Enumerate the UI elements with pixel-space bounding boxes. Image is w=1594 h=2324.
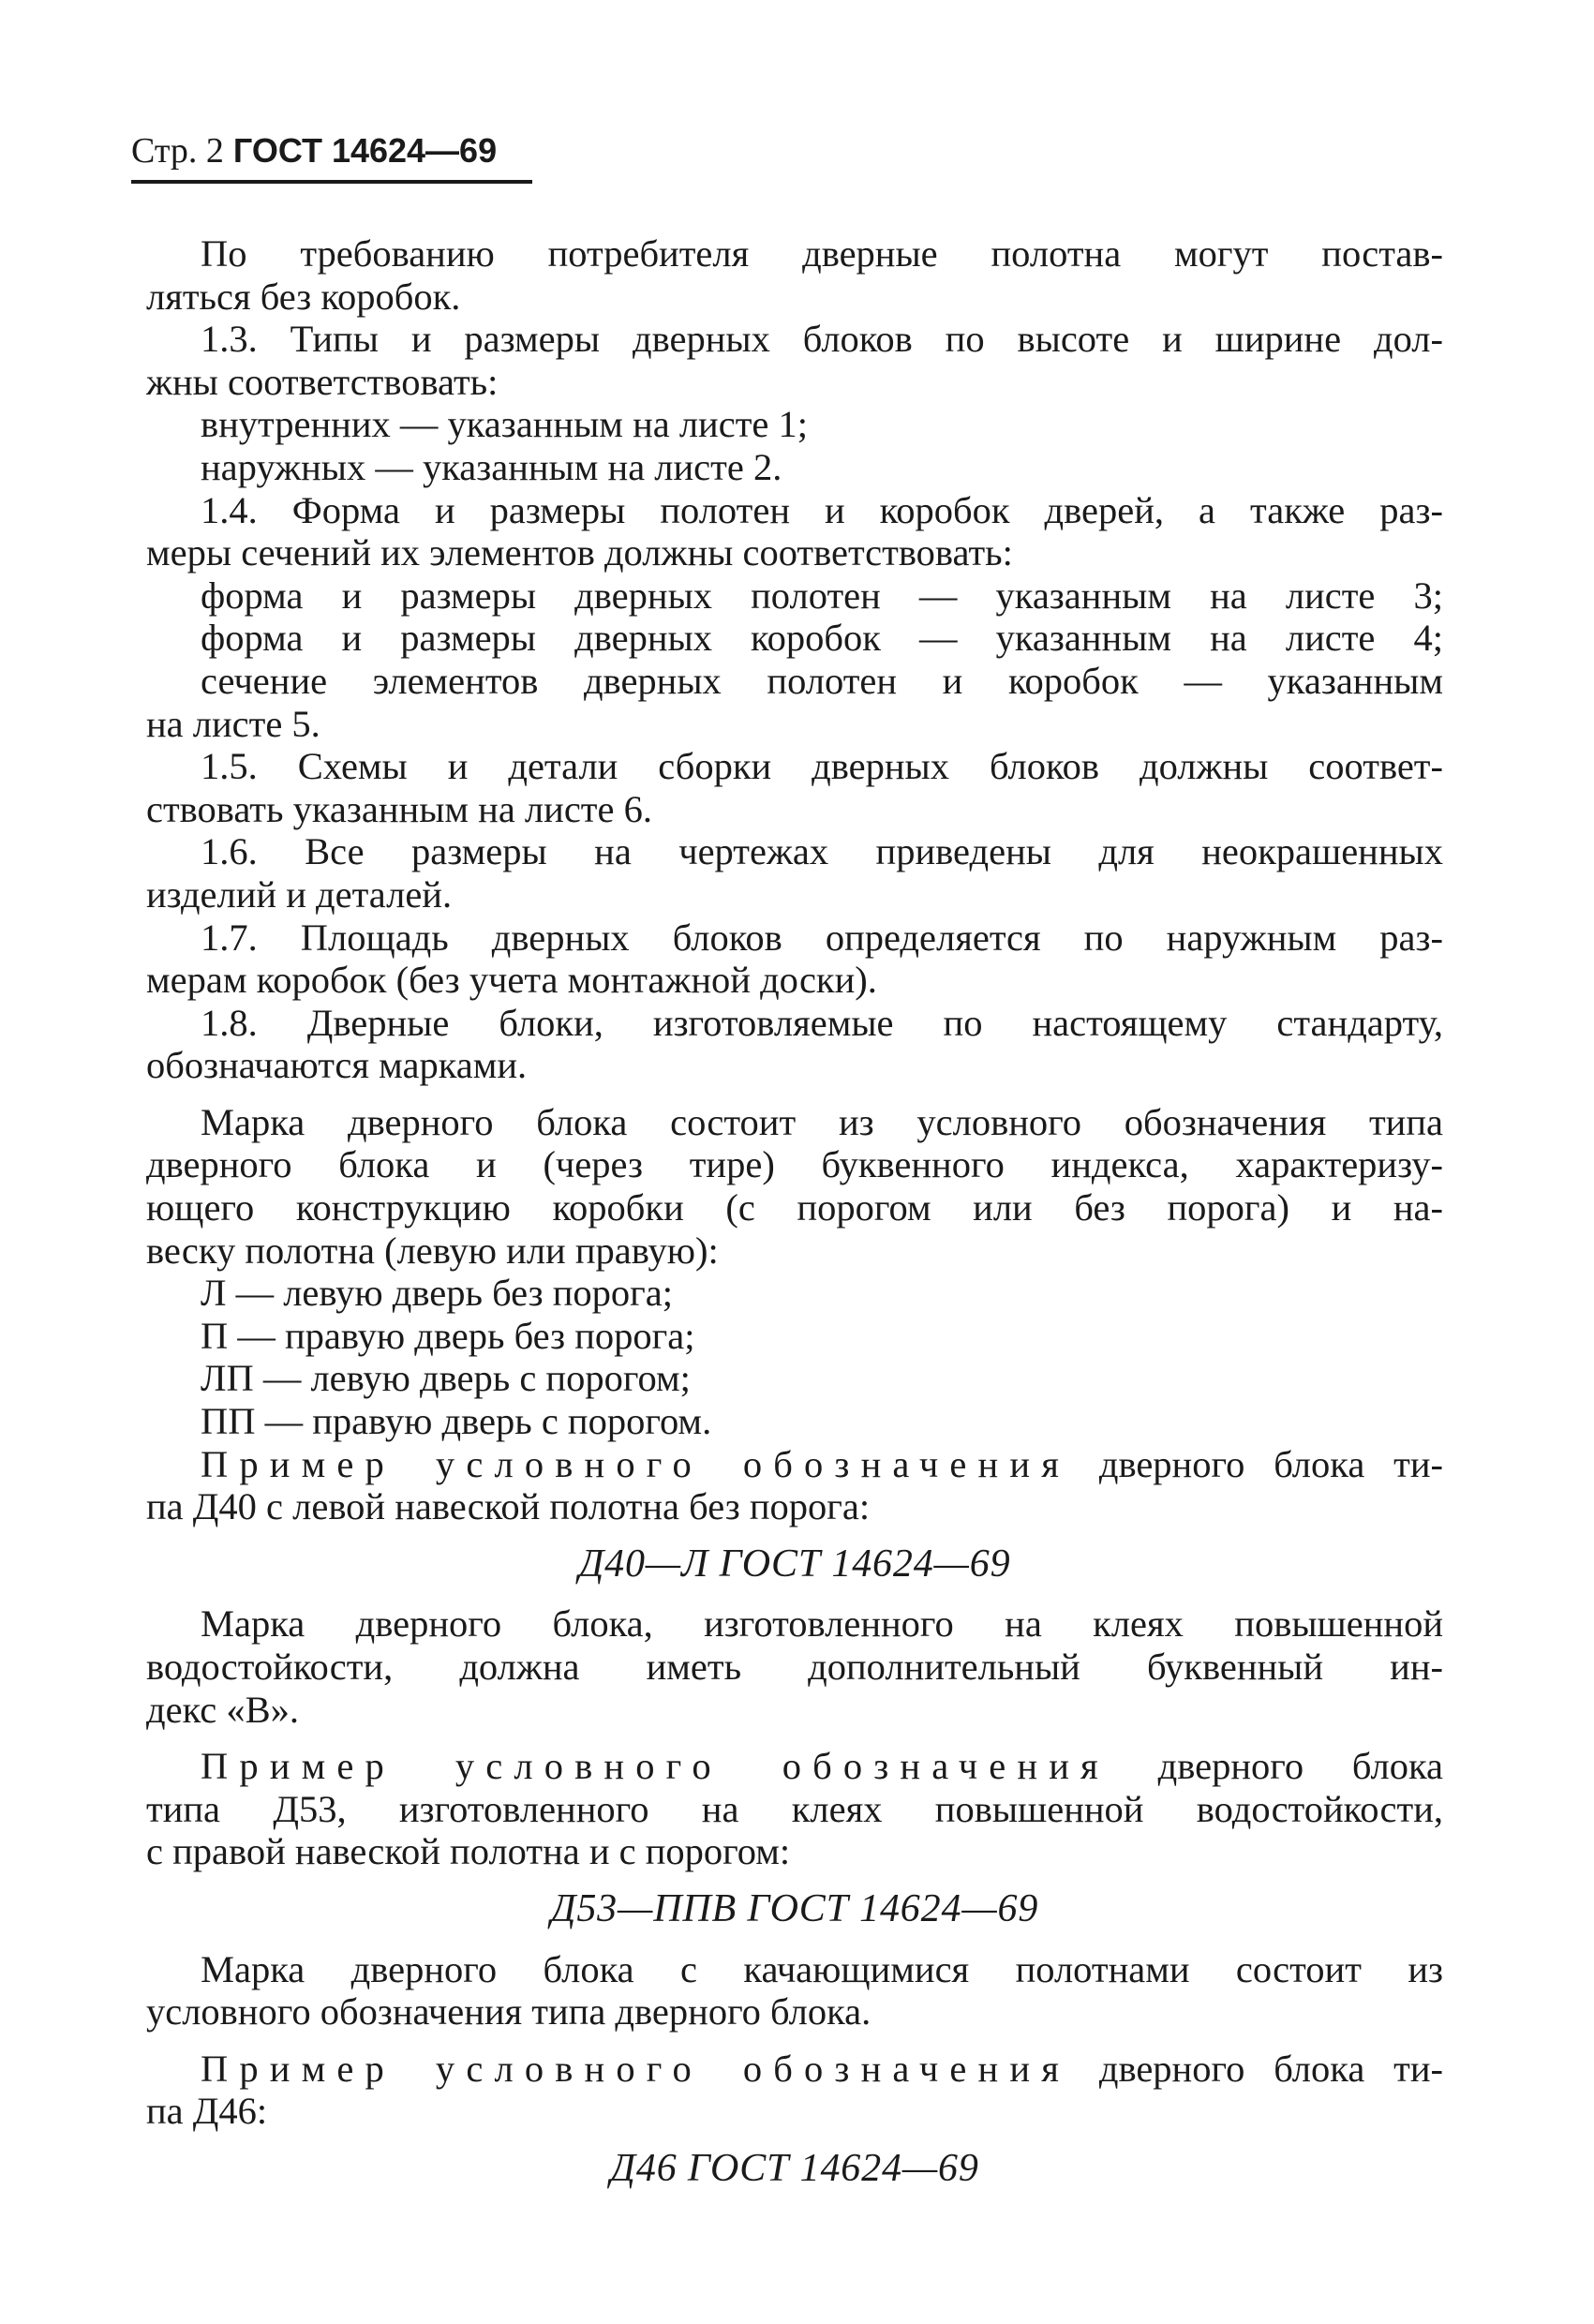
text-line: декс «В».	[146, 1688, 299, 1731]
example-label: Пример условного обозначения	[201, 1745, 1110, 1788]
text-line: типа Д53, изготовленного на клеях повышенной водостойкости,	[146, 1787, 1443, 1830]
text-line: ствовать указанным на листе 6.	[146, 787, 652, 830]
text-line: 1.7. Площадь дверных блоков определяется по наружным раз-	[201, 916, 1443, 959]
example-text: дверного блока ти-	[1098, 1442, 1444, 1485]
list-item: Л — левую дверь без порога;	[201, 1272, 674, 1315]
text-line: дверного блока и (через тире) буквенного индекса, характеризу-	[146, 1143, 1443, 1186]
text-line: По требованию потребителя дверные полотна могут постав-	[201, 232, 1443, 275]
example-label: Пример условного обозначения	[201, 1442, 1070, 1485]
text-line: 1.5. Схемы и детали сборки дверных блоков должны соответ-	[201, 745, 1443, 788]
text-line: на листе 5.	[146, 702, 320, 745]
example-text: дверного блока	[1157, 1745, 1444, 1788]
text-line: мерам коробок (без учета монтажной доски).	[146, 959, 877, 1002]
text-line: условного обозначения типа дверного блока.	[146, 1990, 871, 2034]
example-line	[146, 2048, 1443, 2091]
page-header	[131, 129, 497, 172]
text-line: ляться без коробок.	[146, 275, 461, 318]
text-line: 1.6. Все размеры на чертежах приведены для неокрашенных	[201, 830, 1443, 873]
document-number: ГОСТ 14624—69	[232, 131, 498, 170]
list-item: П — правую дверь без порога;	[201, 1314, 695, 1357]
example-line	[146, 1443, 1443, 1486]
text-line: с правой навеской полотна и с порогом:	[146, 1830, 791, 1873]
document-body	[146, 232, 1443, 2208]
list-item: внутренних — указанным на листе 1;	[201, 403, 808, 446]
text-line: жны соответствовать:	[146, 360, 499, 403]
text-line: изделий и деталей.	[146, 872, 453, 916]
text-line: 1.4. Форма и размеры полотен и коробок дверей, а также раз-	[201, 488, 1443, 531]
text-line: па Д40 с левой навеской полотна без порога:	[146, 1485, 871, 1528]
list-item: форма и размеры дверных полотен — указанным на листе 3;	[201, 574, 1443, 617]
list-item: сечение элементов дверных полотен и коробок — указанным	[201, 659, 1443, 702]
designation-example: Д40—Л ГОСТ 14624—69	[578, 1542, 1011, 1586]
text-line: па Д46:	[146, 2090, 268, 2133]
text-line: водостойкости, должна иметь дополнительный буквенный ин-	[146, 1646, 1443, 1688]
text-line: ющего конструкцию коробки (с порогом или без порога) и на-	[146, 1186, 1443, 1229]
designation-example: Д53—ППВ ГОСТ 14624—69	[550, 1886, 1039, 1930]
text-line: обозначаются марками.	[146, 1044, 528, 1087]
list-item: наружных — указанным на листе 2.	[201, 445, 782, 488]
example-text: дверного блока ти-	[1098, 2047, 1444, 2090]
text-line: меры сечений их элементов должны соответствовать:	[146, 531, 1013, 574]
list-item: форма и размеры дверных коробок — указанным на листе 4;	[201, 617, 1443, 660]
designation-example: Д46 ГОСТ 14624—69	[610, 2146, 979, 2190]
list-item: ПП — правую дверь с порогом.	[201, 1400, 712, 1443]
text-line: веску полотна (левую или правую):	[146, 1229, 719, 1272]
header-rule	[131, 180, 532, 184]
example-label: Пример условного обозначения	[201, 2047, 1070, 2090]
text-line: 1.8. Дверные блоки, изготовляемые по настоящему стандарту,	[201, 1001, 1443, 1044]
page-label: Стр. 2	[131, 131, 224, 171]
text-line: Марка дверного блока состоит из условного обозначения типа	[201, 1100, 1443, 1143]
example-line	[146, 1745, 1443, 1788]
text-line: Марка дверного блока с качающимися полотнами состоит из	[201, 1947, 1443, 1990]
text-line: Марка дверного блока, изготовленного на клеях повышенной	[201, 1602, 1443, 1646]
list-item: ЛП — левую дверь с порогом;	[201, 1357, 691, 1400]
text-line: 1.3. Типы и размеры дверных блоков по высоте и ширине дол-	[201, 318, 1443, 361]
